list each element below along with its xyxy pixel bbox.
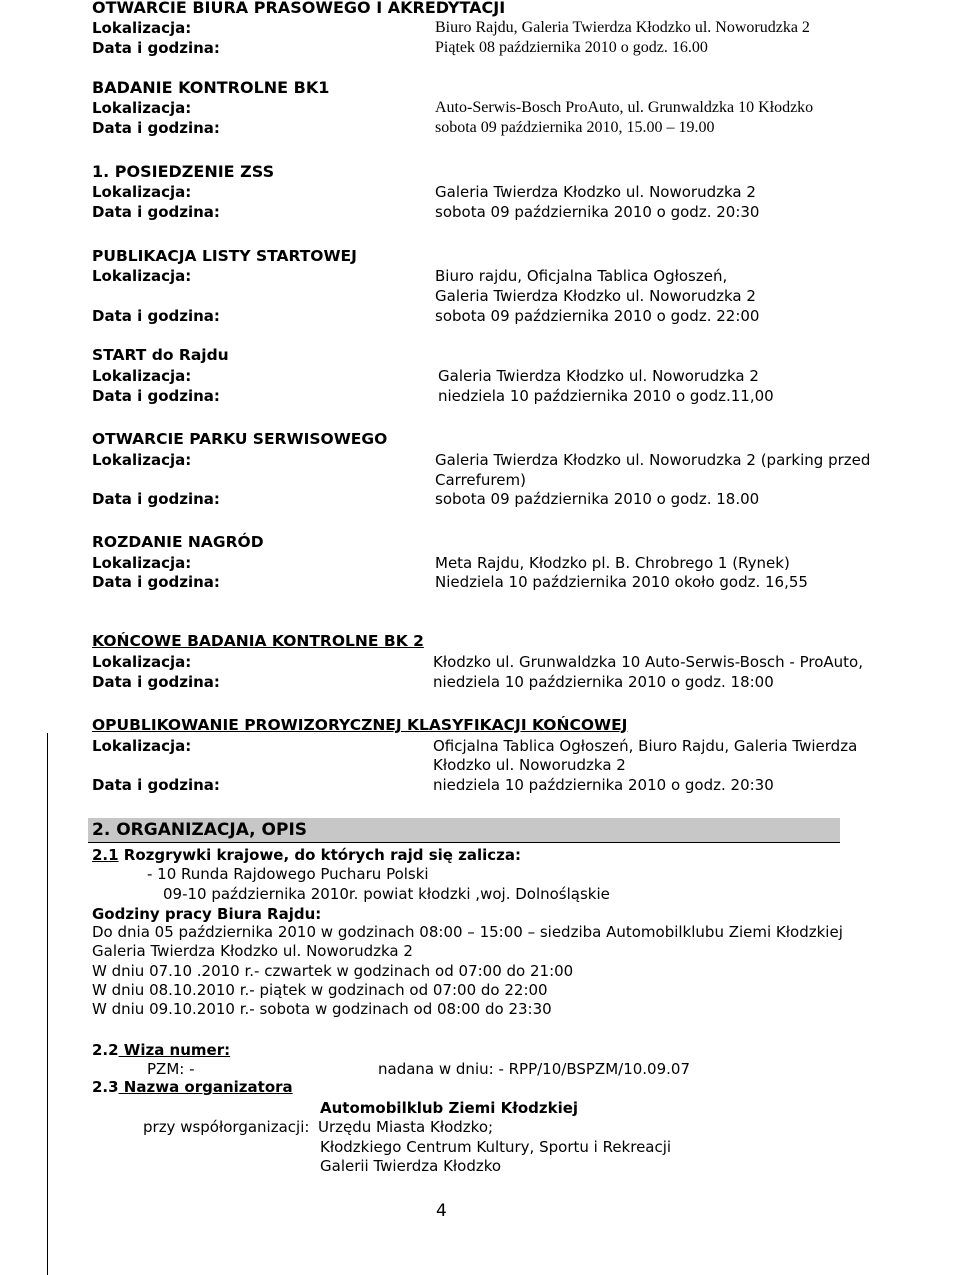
event-title: ROZDANIE NAGRÓD [92, 533, 264, 551]
location-value: Kłodzko ul. Grunwaldzka 10 Auto-Serwis-Bosch - ProAuto, [433, 653, 863, 671]
location-value: Biuro Rajdu, Galeria Twierdza Kłodzko ul. Noworudzka 2 [435, 19, 810, 36]
location-label: Lokalizacja: [92, 99, 192, 117]
subsection-number: 2.2 [92, 1041, 119, 1059]
coorganizer-item: Urzędu Miasta Kłodzko; [318, 1118, 494, 1136]
subsection-heading [92, 845, 521, 865]
event-title: PUBLIKACJA LISTY STARTOWEJ [92, 247, 357, 265]
location-label: Lokalizacja: [92, 267, 192, 285]
event-title: OTWARCIE PARKU SERWISOWEGO [92, 430, 388, 448]
location-value: Carrefurem) [435, 471, 526, 489]
location-value: Oficjalna Tablica Ogłoszeń, Biuro Rajdu, Galeria Twierdza [433, 737, 858, 755]
date-value: sobota 09 października 2010 o godz. 20:30 [435, 203, 760, 221]
subsection-title: Nazwa organizatora [118, 1078, 293, 1096]
section-title: 2. ORGANIZACJA, OPIS [92, 820, 308, 840]
location-label: Lokalizacja: [92, 554, 192, 572]
event-title: BADANIE KONTROLNE BK1 [92, 78, 330, 97]
date-value: niedziela 10 października 2010 o godz. 18:00 [433, 673, 774, 691]
location-label: Lokalizacja: [92, 451, 192, 469]
location-value: Auto-Serwis-Bosch ProAuto, ul. Grunwaldzka 10 Kłodzko [435, 99, 814, 116]
location-label: Lokalizacja: [92, 653, 192, 671]
subsection-heading [92, 1077, 293, 1097]
location-label: Lokalizacja: [92, 737, 192, 755]
hours-line: W dniu 07.10 .2010 r.- czwartek w godzinach od 07:00 do 21:00 [92, 962, 574, 980]
list-item: 09-10 października 2010r. powiat kłodzki ,woj. Dolnośląskie [163, 885, 610, 903]
subsection-number: 2.1 [92, 846, 119, 864]
coorganizer-item: Galerii Twierdza Kłodzko [320, 1157, 502, 1175]
location-label: Lokalizacja: [92, 367, 192, 385]
date-label: Data i godzina: [92, 387, 220, 405]
date-label: Data i godzina: [92, 673, 220, 691]
margin-line [47, 733, 48, 1275]
date-label: Data i godzina: [92, 203, 220, 221]
subsection-heading [92, 1040, 230, 1060]
event-title: OTWARCIE BIURA PRASOWEGO I AKREDYTACJI [92, 0, 506, 17]
date-label: Data i godzina: [92, 490, 220, 508]
event-title: START do Rajdu [92, 346, 229, 364]
page-number: 4 [436, 1201, 447, 1221]
date-label: Data i godzina: [92, 573, 220, 591]
visa-value: nadana w dniu: - RPP/10/BSPZM/10.09.07 [378, 1060, 690, 1078]
hours-title: Godziny pracy Biura Rajdu: [92, 905, 322, 923]
date-value: sobota 09 października 2010 o godz. 22:00 [435, 307, 760, 325]
coorganizer-label: przy współorganizacji: [143, 1118, 310, 1136]
coorganizer-item: Kłodzkiego Centrum Kultury, Sportu i Rekreacji [320, 1138, 672, 1156]
location-value: Kłodzko ul. Noworudzka 2 [433, 756, 626, 774]
date-label: Data i godzina: [92, 119, 220, 137]
date-value: sobota 09 października 2010, 15.00 – 19.00 [435, 119, 715, 136]
location-value: Galeria Twierdza Kłodzko ul. Noworudzka 2 [438, 367, 759, 385]
date-value: Niedziela 10 października 2010 około godz. 16,55 [435, 573, 808, 591]
organizer-name: Automobilklub Ziemi Kłodzkiej [320, 1099, 579, 1117]
hours-line: W dniu 09.10.2010 r.- sobota w godzinach od 08:00 do 23:30 [92, 1000, 552, 1018]
date-value: Piątek 08 października 2010 o godz. 16.00 [435, 39, 708, 56]
hours-line: Do dnia 05 października 2010 w godzinach 08:00 – 15:00 – siedziba Automobilklubu Ziemi Kłodzkiej [92, 923, 843, 941]
subsection-number: 2.3 [92, 1078, 119, 1096]
event-title: OPUBLIKOWANIE PROWIZORYCZNEJ KLASYFIKACJI KOŃCOWEJ [92, 716, 628, 734]
location-value: Biuro rajdu, Oficjalna Tablica Ogłoszeń, [435, 267, 728, 285]
visa-pzm: PZM: - [147, 1060, 195, 1078]
event-title: 1. POSIEDZENIE ZSS [92, 162, 275, 181]
subsection-title: Rozgrywki krajowe, do których rajd się zalicza: [118, 846, 522, 864]
location-value: Galeria Twierdza Kłodzko ul. Noworudzka 2 [435, 183, 756, 201]
location-label: Lokalizacja: [92, 183, 192, 201]
subsection-title: Wiza numer: [118, 1041, 231, 1059]
hours-line: Galeria Twierdza Kłodzko ul. Noworudzka 2 [92, 942, 413, 960]
date-label: Data i godzina: [92, 776, 220, 794]
event-title: KOŃCOWE BADANIA KONTROLNE BK 2 [92, 632, 424, 650]
date-value: niedziela 10 października 2010 o godz.11,00 [438, 387, 774, 405]
hours-line: W dniu 08.10.2010 r.- piątek w godzinach od 07:00 do 22:00 [92, 981, 548, 999]
location-value: Galeria Twierdza Kłodzko ul. Noworudzka 2 [435, 287, 756, 305]
date-value: niedziela 10 października 2010 o godz. 20:30 [433, 776, 774, 794]
date-label: Data i godzina: [92, 39, 220, 57]
location-label: Lokalizacja: [92, 19, 192, 37]
date-value: sobota 09 października 2010 o godz. 18.00 [435, 490, 760, 508]
date-label: Data i godzina: [92, 307, 220, 325]
location-value: Galeria Twierdza Kłodzko ul. Noworudzka 2 (parking przed [435, 451, 871, 469]
location-value: Meta Rajdu, Kłodzko pl. B. Chrobrego 1 (Rynek) [435, 554, 790, 572]
list-item: - 10 Runda Rajdowego Pucharu Polski [147, 865, 429, 883]
